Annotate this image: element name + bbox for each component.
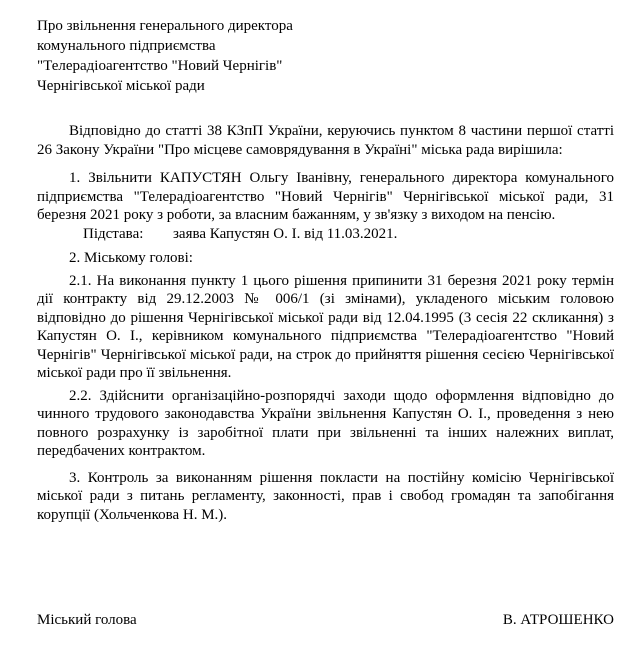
item-3-paragraph: 3. Контроль за виконанням рішення покласти на постійну комісію Чернігівської міської ради з питань регламенту, законності, прав і свобод громадян та запобігання корупції (Хольченкова Н. М.). (37, 469, 614, 523)
title-line-4: Чернігівської міської ради (37, 78, 205, 94)
signatory-position: Міський голова (37, 612, 137, 628)
title-line-1: Про звільнення генерального директора (37, 18, 293, 34)
document-body (37, 122, 614, 524)
title-line-2: комунального підприємства (37, 38, 216, 54)
item-2-2-paragraph: 2.2. Здійснити організаційно-розпорядчі заходи щодо оформлення відповідно до чинного трудового законодавства України звільнення Капустян О. І., проведення з нею повного розрахунку із заробітної плати при звільненні та інших належних виплат, передбачених контрактом. (37, 387, 614, 459)
item-2-1-paragraph: 2.1. На виконання пункту 1 цього рішення припинити 31 березня 2021 року термін дії контракту від 29.12.2003 № 006/1 (зі змінами), укладеного міським головою відповідно до рішення Чернігівської міської ради від 12.04.1995 (3 сесія 22 скликання) з Капустян О. І., керівником комунального підприємства "Телерадіоагентство "Новий Чернігів" Чернігівської міської ради, на строк до прийняття рішення сесією Чернігівської міської ради про її звільнення. (37, 272, 614, 381)
signature-block (37, 611, 614, 629)
item-2-paragraph: 2. Міському голові: (69, 250, 193, 266)
title-line-3: "Телерадіоагентство "Новий Чернігів" (37, 58, 283, 74)
basis-line (37, 225, 614, 244)
signatory-name: В. АТРОШЕНКО (502, 612, 614, 628)
basis-text: заява Капустян О. І. від 11.03.2021. (173, 225, 398, 242)
basis-label: Підстава: (83, 225, 144, 242)
preamble-paragraph: Відповідно до статті 38 КЗпП України, керуючись пунктом 8 частини першої статті 26 Закону України "Про місцеве самоврядування в Україні" міська рада вирішила: (37, 123, 614, 158)
item-1-paragraph: 1. Звільнити КАПУСТЯН Ольгу Іванівну, генерального директора комунального підприємства "Телерадіоагентство "Новий Чернігів" Чернігівської міської ради, 31 березня 2021 року з роботи, за власним бажанням, у зв'язку з виходом на пенсію. (37, 170, 614, 223)
document-title (37, 16, 377, 96)
